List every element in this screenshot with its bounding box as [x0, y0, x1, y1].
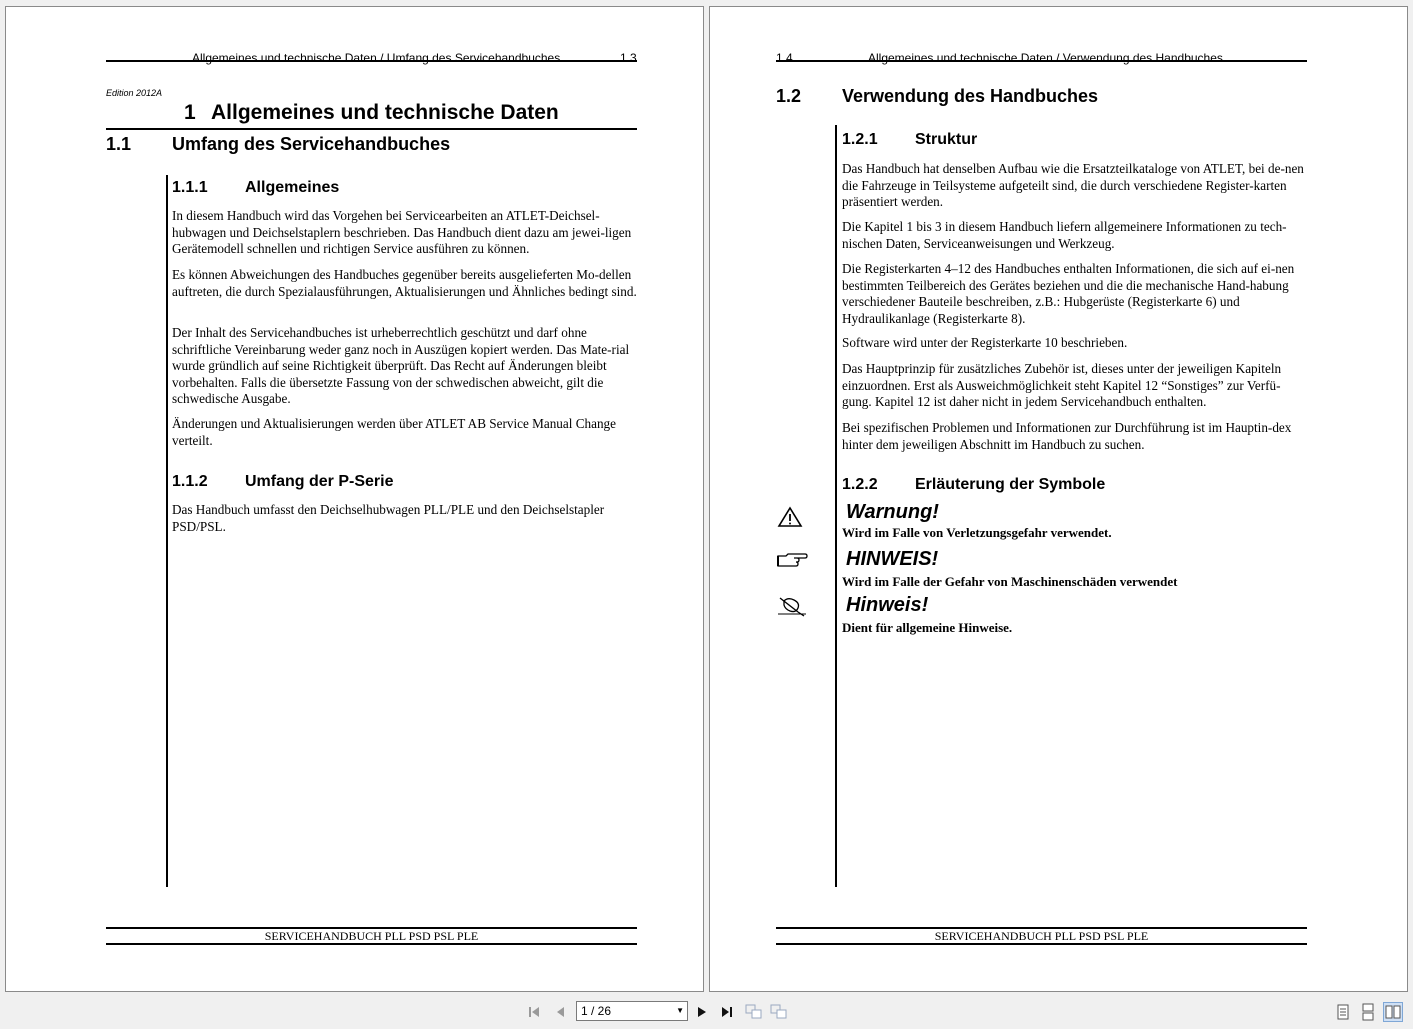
page-number-field[interactable]	[576, 1001, 688, 1021]
running-header-page-number: 1.4	[776, 51, 793, 65]
symbol-desc-warning: Wird im Falle von Verletzungsgefahr verwendet.	[842, 525, 1112, 540]
header-rule	[776, 60, 1307, 62]
next-page-button[interactable]	[692, 1002, 712, 1022]
subsection-number: 1.1.2	[172, 473, 208, 490]
subsection-title: Umfang der P-Serie	[245, 473, 394, 490]
right-page	[709, 6, 1408, 992]
viewer-toolbar	[0, 997, 1413, 1029]
continuous-view-button[interactable]	[1358, 1002, 1378, 1022]
next-page-icon	[696, 1005, 708, 1019]
previous-view-button[interactable]	[744, 1002, 764, 1022]
chapter-title: Allgemeines und technische Daten	[211, 101, 559, 124]
symbol-desc-hinweis: Dient für allgemeine Hinweise.	[842, 620, 1013, 635]
subsection-title: Struktur	[915, 131, 978, 148]
writing-hand-icon	[776, 595, 808, 617]
paragraph: In diesem Handbuch wird das Vorgehen bei Servicearbeiten an ATLET-Deichsel-hubwagen und Deichselstaplern beschrieben. Das Handbuch dient dazu am jewei-ligen Gerätemodell schnellen und richtigen Service ausführen zu können.	[172, 208, 632, 257]
first-page-icon	[527, 1005, 543, 1019]
section-title: Umfang des Servicehandbuches	[172, 134, 451, 154]
running-header-title: Allgemeines und technische Daten / Umfang des Servicehandbuches	[192, 51, 561, 65]
paragraph: Die Registerkarten 4–12 des Handbuches enthalten Informationen, die sich auf ei-nen bestimmten Teilbereich des Gerätes beziehen und die die mechanische Hand-habung verschiedener Bauteile beschreiben, z.B.: Hubgerüste (Registerkarte 6) und Hydraulikanlage (Registerkarte 8).	[842, 261, 1295, 326]
running-header-page-number: 1.3	[620, 51, 637, 65]
paragraph: Software wird unter der Registerkarte 10 beschrieben.	[842, 335, 1128, 350]
footer-text: SERVICEHANDBUCH PLL PSD PSL PLE	[934, 929, 1149, 943]
footer-text: SERVICEHANDBUCH PLL PSD PSL PLE	[264, 929, 479, 943]
first-page-button[interactable]	[525, 1002, 545, 1022]
pointing-hand-icon	[776, 551, 808, 569]
last-page-icon	[719, 1005, 735, 1019]
footer-rule-bottom	[106, 943, 637, 945]
continuous-page-icon	[1361, 1003, 1375, 1021]
paragraph: Änderungen und Aktualisierungen werden über ATLET AB Service Manual Change verteilt.	[172, 416, 616, 448]
symbol-title-warning: Warnung!	[846, 501, 939, 523]
section-number: 1.2	[776, 86, 802, 106]
edition-label: Edition 2012A	[106, 88, 163, 98]
change-bar	[166, 175, 168, 887]
single-page-view-button[interactable]	[1333, 1002, 1353, 1022]
header-rule	[106, 60, 637, 62]
paragraph: Bei spezifischen Problemen und Informationen zur Durchführung ist im Hauptin-dex hinter dem jeweiligen Abschnitt im Handbuch zu suchen.	[842, 420, 1292, 452]
footer-rule-bottom	[776, 943, 1307, 945]
paragraph: Der Inhalt des Servicehandbuches ist urheberrechtlich geschützt und darf ohne schriftliche Vereinbarung weder ganz noch in Auszügen kopiert werden. Das Mate-rial wurde gründlich auf seine Richtigkeit überprüft. Das Recht auf Änderungen bleibt vorbehalten. Falls die übersetzte Fassung von der schwedischen abweicht, gilt die schwedische Ausgabe.	[172, 325, 630, 407]
warning-triangle-icon	[777, 506, 803, 528]
symbol-title-hinweis: Hinweis!	[846, 594, 929, 616]
subsection-title: Erläuterung der Symbole	[915, 476, 1106, 493]
chapter-number: 1	[184, 101, 196, 124]
previous-view-icon	[745, 1004, 763, 1020]
symbol-title-hinweis-caps: HINWEIS!	[846, 548, 939, 570]
next-view-button[interactable]	[769, 1002, 789, 1022]
running-header-title: Allgemeines und technische Daten / Verwendung des Handbuches	[868, 51, 1223, 65]
paragraph: Das Hauptprinzip für zusätzliches Zubehör ist, dieses unter der jeweiligen Kapiteln einzuordnen. Erst als Ausweichmöglichkeit steht Kapitel 12 “Sonstiges” zur Verfü-gung. Kapitel 12 ist daher nicht in jedem Servicehandbuch enthalten.	[842, 361, 1282, 410]
section-number: 1.1	[106, 134, 132, 154]
two-page-view-button[interactable]	[1383, 1002, 1403, 1022]
paragraph: Es können Abweichungen des Handbuches gegenüber bereits ausgelieferten Mo-dellen auftreten, die durch Spezialausführungen, Aktualisierungen und Ähnliches bedingt sind.	[172, 267, 637, 299]
paragraph: Das Handbuch hat denselben Aufbau wie die Ersatzteilkataloge von ATLET, bei de-nen die Fahrzeuge in Teilsysteme aufgeteilt sind, die durch verschiedene Register-karten präsentiert werden.	[842, 161, 1304, 210]
section-title: Verwendung des Handbuches	[842, 86, 1099, 106]
single-page-icon	[1336, 1004, 1350, 1020]
chapter-rule	[106, 128, 637, 130]
next-view-icon	[770, 1004, 788, 1020]
subsection-number: 1.2.1	[842, 131, 878, 148]
dropdown-arrow-icon: ▼	[676, 1006, 684, 1015]
previous-page-icon	[554, 1005, 566, 1019]
page-indicator: 1 / 26	[581, 1004, 612, 1018]
subsection-number: 1.1.1	[172, 179, 208, 196]
subsection-number: 1.2.2	[842, 476, 878, 493]
symbol-desc-hinweis-caps: Wird im Falle der Gefahr von Maschinenschäden verwendet	[842, 574, 1178, 589]
change-bar	[835, 125, 837, 887]
paragraph: Das Handbuch umfasst den Deichselhubwagen PLL/PLE und den Deichselstapler PSD/PSL.	[172, 502, 605, 534]
two-page-icon	[1385, 1005, 1401, 1019]
last-page-button[interactable]	[717, 1002, 737, 1022]
left-page	[5, 6, 704, 992]
paragraph: Die Kapitel 1 bis 3 in diesem Handbuch liefern allgemeinere Informationen zu tech-nischen Daten, Serviceanweisungen und Werkzeug.	[842, 219, 1287, 251]
subsection-title: Allgemeines	[245, 179, 340, 196]
previous-page-button[interactable]	[550, 1002, 570, 1022]
